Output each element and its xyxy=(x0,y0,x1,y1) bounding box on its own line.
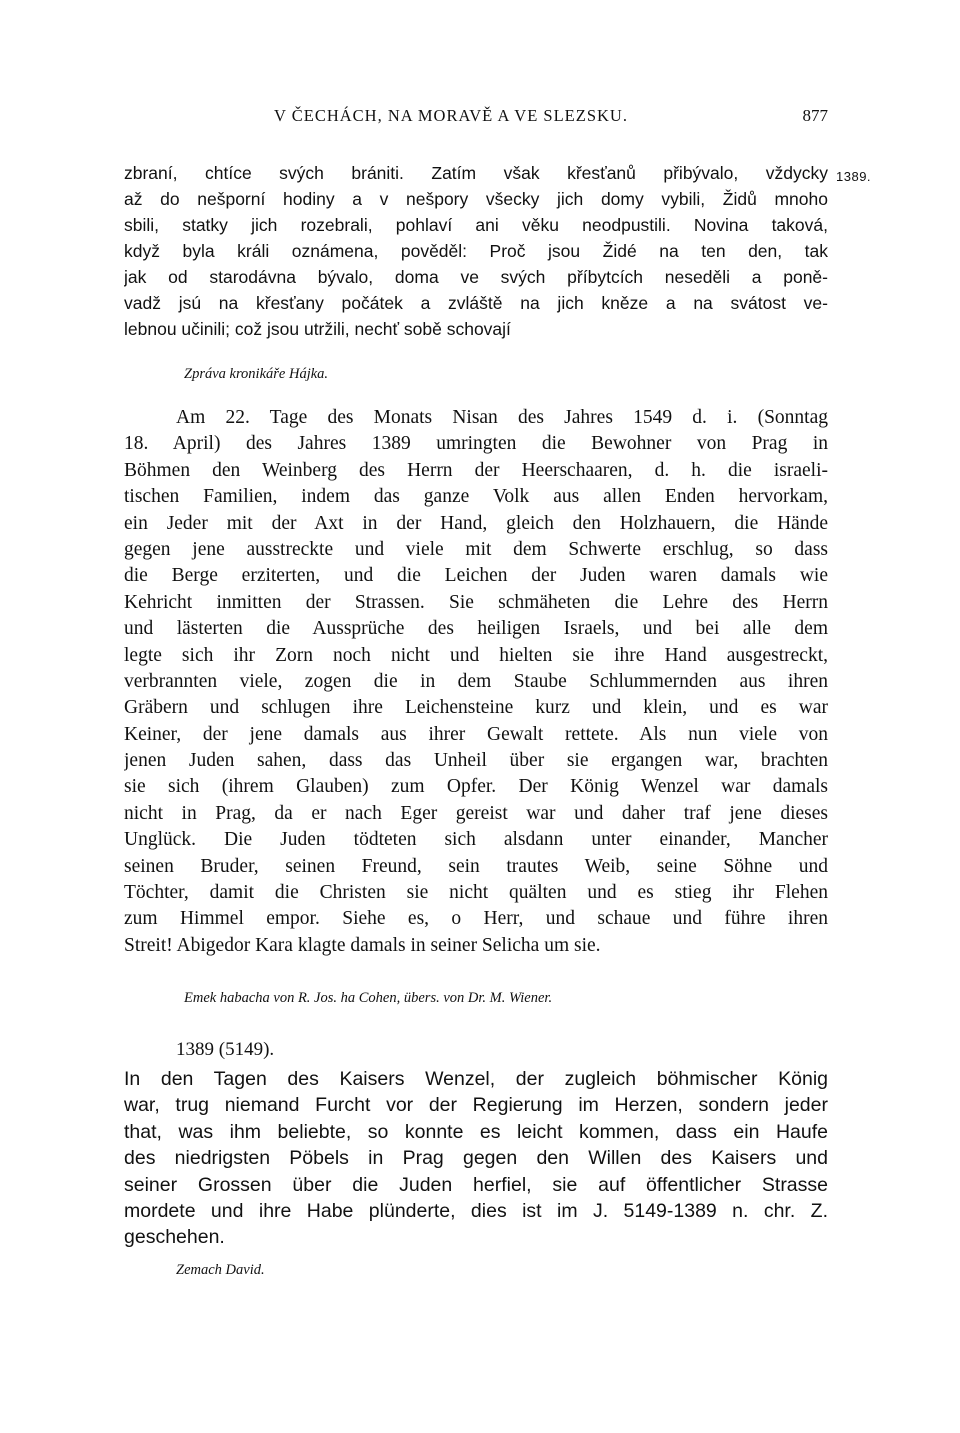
german2-line: that, was ihm beliebte, so konnte es leicht kommen, dass ein Haufe xyxy=(124,1120,828,1143)
german-line: Unglück. Die Juden tödteten sich alsdann unter einander, Mancher xyxy=(124,829,828,851)
czech-line: vadž jsú na křesťany počátek a zvláště na jich kněze a na svátost ve- xyxy=(124,293,828,313)
german2-line: In den Tagen des Kaisers Wenzel, der zugleich böhmischer König xyxy=(124,1068,828,1090)
german-line: tischen Familien, indem das ganze Volk aus allen Enden hervorkam, xyxy=(124,486,828,508)
german-line: 18. April) des Jahres 1389 umringten die Bewohner von Prag in xyxy=(124,433,828,455)
german2-line: war, trug niemand Furcht vor der Regierung im Herzen, sondern jeder xyxy=(124,1094,828,1117)
german-paragraph xyxy=(124,405,828,959)
czech-line: když byla králi oznámena, pověděl: Proč jsou Židé na ten den, tak xyxy=(124,241,828,261)
german-line: seinen Bruder, seinen Freund, sein trautes Weib, seine Söhne und xyxy=(124,855,828,877)
czech-line: jak od starodávna bývalo, doma ve svých příbytcích neseděli a poně- xyxy=(124,267,828,287)
german-line: nicht in Prag, da er nach Eger gereist war und daher traf jene dieses xyxy=(124,802,828,824)
margin-year-note: 1389. xyxy=(836,169,872,184)
source-citation-hajek: Zpráva kronikáře Hájka. xyxy=(184,366,329,382)
czech-line: sbili, statky jich rozebrali, pohlaví ani věku neodpustili. Novina taková, xyxy=(124,215,828,235)
german-line: Gräbern und schlugen ihre Leichensteine kurz und klein, und es war xyxy=(124,697,828,719)
german-line: Töchter, damit die Christen sie nicht quälten und es stieg ihr Flehen xyxy=(124,882,828,904)
german-line: und lästerten die Aussprüche des heiligen Israels, und bei alle dem xyxy=(124,618,828,640)
source-citation-zemach: Zemach David. xyxy=(176,1262,265,1278)
german-line: verbrannten viele, zogen die in dem Staube Schlummernden aus ihren xyxy=(124,670,828,692)
german-line: gegen jene ausstreckte und viele mit dem Schwerte erschlug, so dass xyxy=(124,538,828,560)
source-citation-emek: Emek habacha von R. Jos. ha Cohen, übers. von Dr. M. Wiener. xyxy=(184,990,553,1006)
german2-line: mordete und ihre Habe plünderte, dies ist im J. 5149-1389 n. chr. Z. xyxy=(124,1199,828,1222)
german2-line: des niedrigsten Pöbels in Prag gegen den Willen des Kaisers und xyxy=(124,1147,828,1170)
german-line: legte sich ihr Zorn noch nicht und hielten sie ihre Hand ausgestreckt, xyxy=(124,644,828,666)
page-number: 877 xyxy=(802,106,828,125)
running-head xyxy=(124,106,828,132)
czech-line: zbraní, chtíce svých brániti. Zatím však křesťanů přibývalo, vždycky xyxy=(124,163,828,183)
german-line: Böhmen den Weinberg des Herrn der Heerschaaren, d. h. die israeli- xyxy=(124,459,828,481)
german-line: Keiner, der jene damals aus ihrer Gewalt rettete. Als nun viele von xyxy=(124,723,828,745)
german-line: jenen Juden sahen, dass das Unheil über sie ergangen war, brachten xyxy=(124,750,828,772)
german-paragraph-2 xyxy=(124,1066,828,1251)
german-line: sie sich (ihrem Glauben) zum Opfer. Der König Wenzel war damals xyxy=(124,776,828,798)
running-head-title: V ČECHÁCH, NA MORAVĚ A VE SLEZSKU. xyxy=(274,106,628,125)
german-line: ein Jeder mit der Axt in der Hand, gleich den Holzhauern, die Hände xyxy=(124,512,828,534)
german-line: Streit! Abigedor Kara klagte damals in seiner Selicha um sie. xyxy=(124,934,601,956)
german-line: die Berge erziterten, und die Leichen der Juden waren damals wie xyxy=(124,565,828,587)
czech-line: lebnou učinili; což jsou utržili, nechť sobě schovají xyxy=(124,319,511,339)
czech-paragraph xyxy=(124,160,828,342)
german-line: Kehricht inmitten der Strassen. Sie schmäheten die Lehre des Herrn xyxy=(124,591,828,613)
german-line: Am 22. Tage des Monats Nisan des Jahres 1549 d. i. (Sonntag xyxy=(176,407,828,428)
date-heading: 1389 (5149). xyxy=(176,1039,275,1060)
german-line: zum Himmel empor. Siehe es, o Herr, und schaue und führe ihren xyxy=(124,908,828,930)
german2-line: geschehen. xyxy=(124,1226,225,1249)
czech-line: až do nešporní hodiny a v nešpory všecky jich domy vybili, Židů mnoho xyxy=(124,189,828,209)
german2-line: seiner Grossen über die Juden herfiel, sie auf öffentlicher Strasse xyxy=(124,1173,828,1196)
